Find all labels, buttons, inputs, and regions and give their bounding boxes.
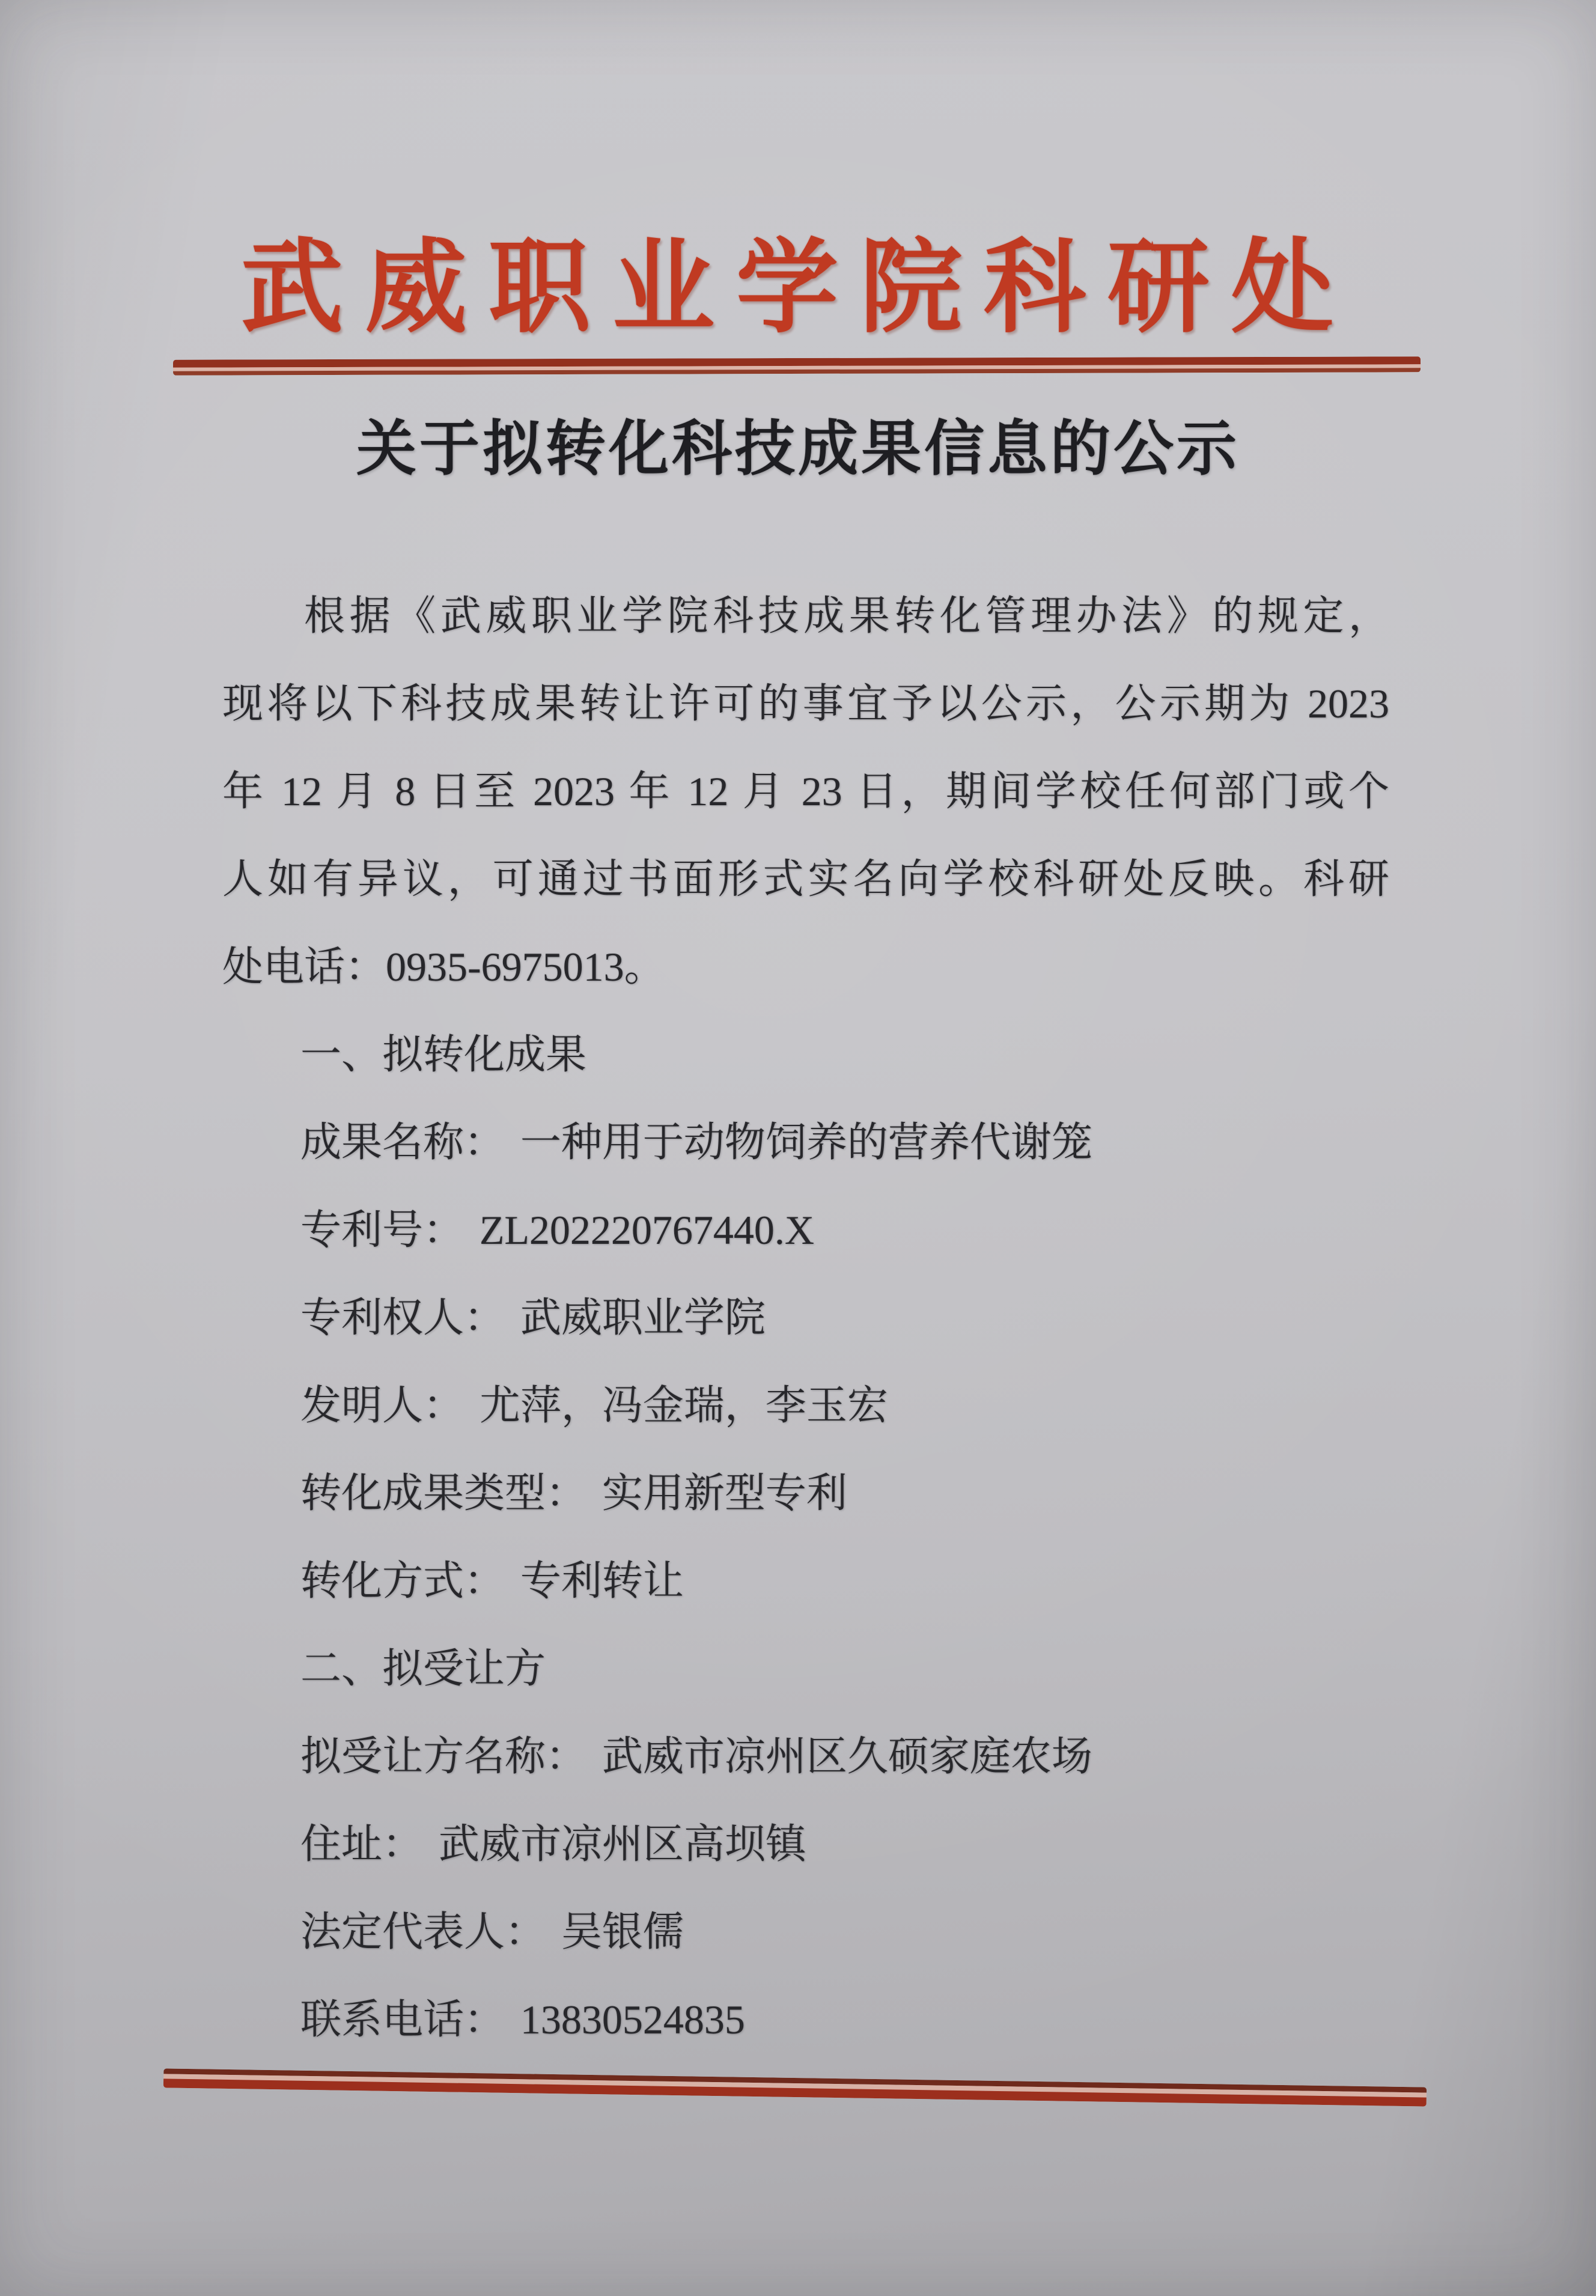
field-label: 拟受让方名称： <box>300 1734 587 1779</box>
paragraph-line: 根据《武威职业学院科技成果转化管理办法》的规定， <box>304 593 1389 639</box>
paragraph-line: 年 12 月 8 日至 2023 年 12 月 23 日，期间学校任何部门或个 <box>222 769 1389 814</box>
field-line-inventors <box>222 1362 1389 1449</box>
field-value: 专利转让 <box>520 1558 684 1604</box>
field-value: 尤萍，冯金瑞，李玉宏 <box>479 1383 888 1428</box>
field-value: 吴银儒 <box>561 1909 684 1955</box>
field-line-transfer-method <box>222 1537 1389 1625</box>
footer-double-rule <box>163 2068 1427 2106</box>
field-label: 住址： <box>300 1821 424 1867</box>
field-value: 实用新型专利 <box>602 1470 847 1516</box>
field-line-contact-phone <box>222 1976 1389 2063</box>
notice-title: 关于拟转化科技成果信息的公示 <box>356 416 1240 483</box>
section-heading: 二、拟受让方 <box>300 1646 546 1692</box>
letterhead-org-title: 武威职业学院科研处 <box>240 232 1355 345</box>
field-label: 联系电话： <box>300 1997 505 2042</box>
paragraph-line: 处电话：0935-6975013。 <box>222 944 665 990</box>
section-heading: 一、拟转化成果 <box>300 1032 587 1077</box>
field-value: 武威市凉州区久硕家庭农场 <box>602 1734 1092 1779</box>
letterhead-double-rule <box>173 356 1421 375</box>
paragraph-line: 现将以下科技成果转让许可的事宜予以公示，公示期为 2023 <box>222 681 1389 726</box>
field-value: 13830524835 <box>520 1997 745 2042</box>
field-line-result-type <box>222 1449 1389 1537</box>
field-label: 成果名称： <box>300 1119 505 1165</box>
field-label: 专利权人： <box>300 1295 505 1341</box>
field-line-patent-owner <box>222 1274 1389 1362</box>
field-line-transferee-name <box>222 1713 1389 1800</box>
field-label: 专利号： <box>300 1207 464 1253</box>
notice-body <box>222 572 1389 2063</box>
field-label: 转化成果类型： <box>300 1470 587 1516</box>
field-label: 发明人： <box>300 1383 464 1428</box>
field-line-result-name <box>222 1098 1389 1186</box>
field-line-legal-representative <box>222 1888 1389 1976</box>
field-value: 一种用于动物饲养的营养代谢笼 <box>520 1119 1092 1165</box>
field-value: ZL202220767440.X <box>479 1207 815 1253</box>
field-value: 武威职业学院 <box>520 1295 766 1341</box>
field-label: 转化方式： <box>300 1558 505 1604</box>
field-value: 武威市凉州区高坝镇 <box>438 1821 806 1867</box>
paragraph-line: 人如有异议，可通过书面形式实名向学校科研处反映。科研 <box>222 856 1389 902</box>
field-line-address <box>222 1800 1389 1888</box>
field-label: 法定代表人： <box>300 1909 546 1955</box>
field-line-patent-number <box>222 1186 1389 1274</box>
